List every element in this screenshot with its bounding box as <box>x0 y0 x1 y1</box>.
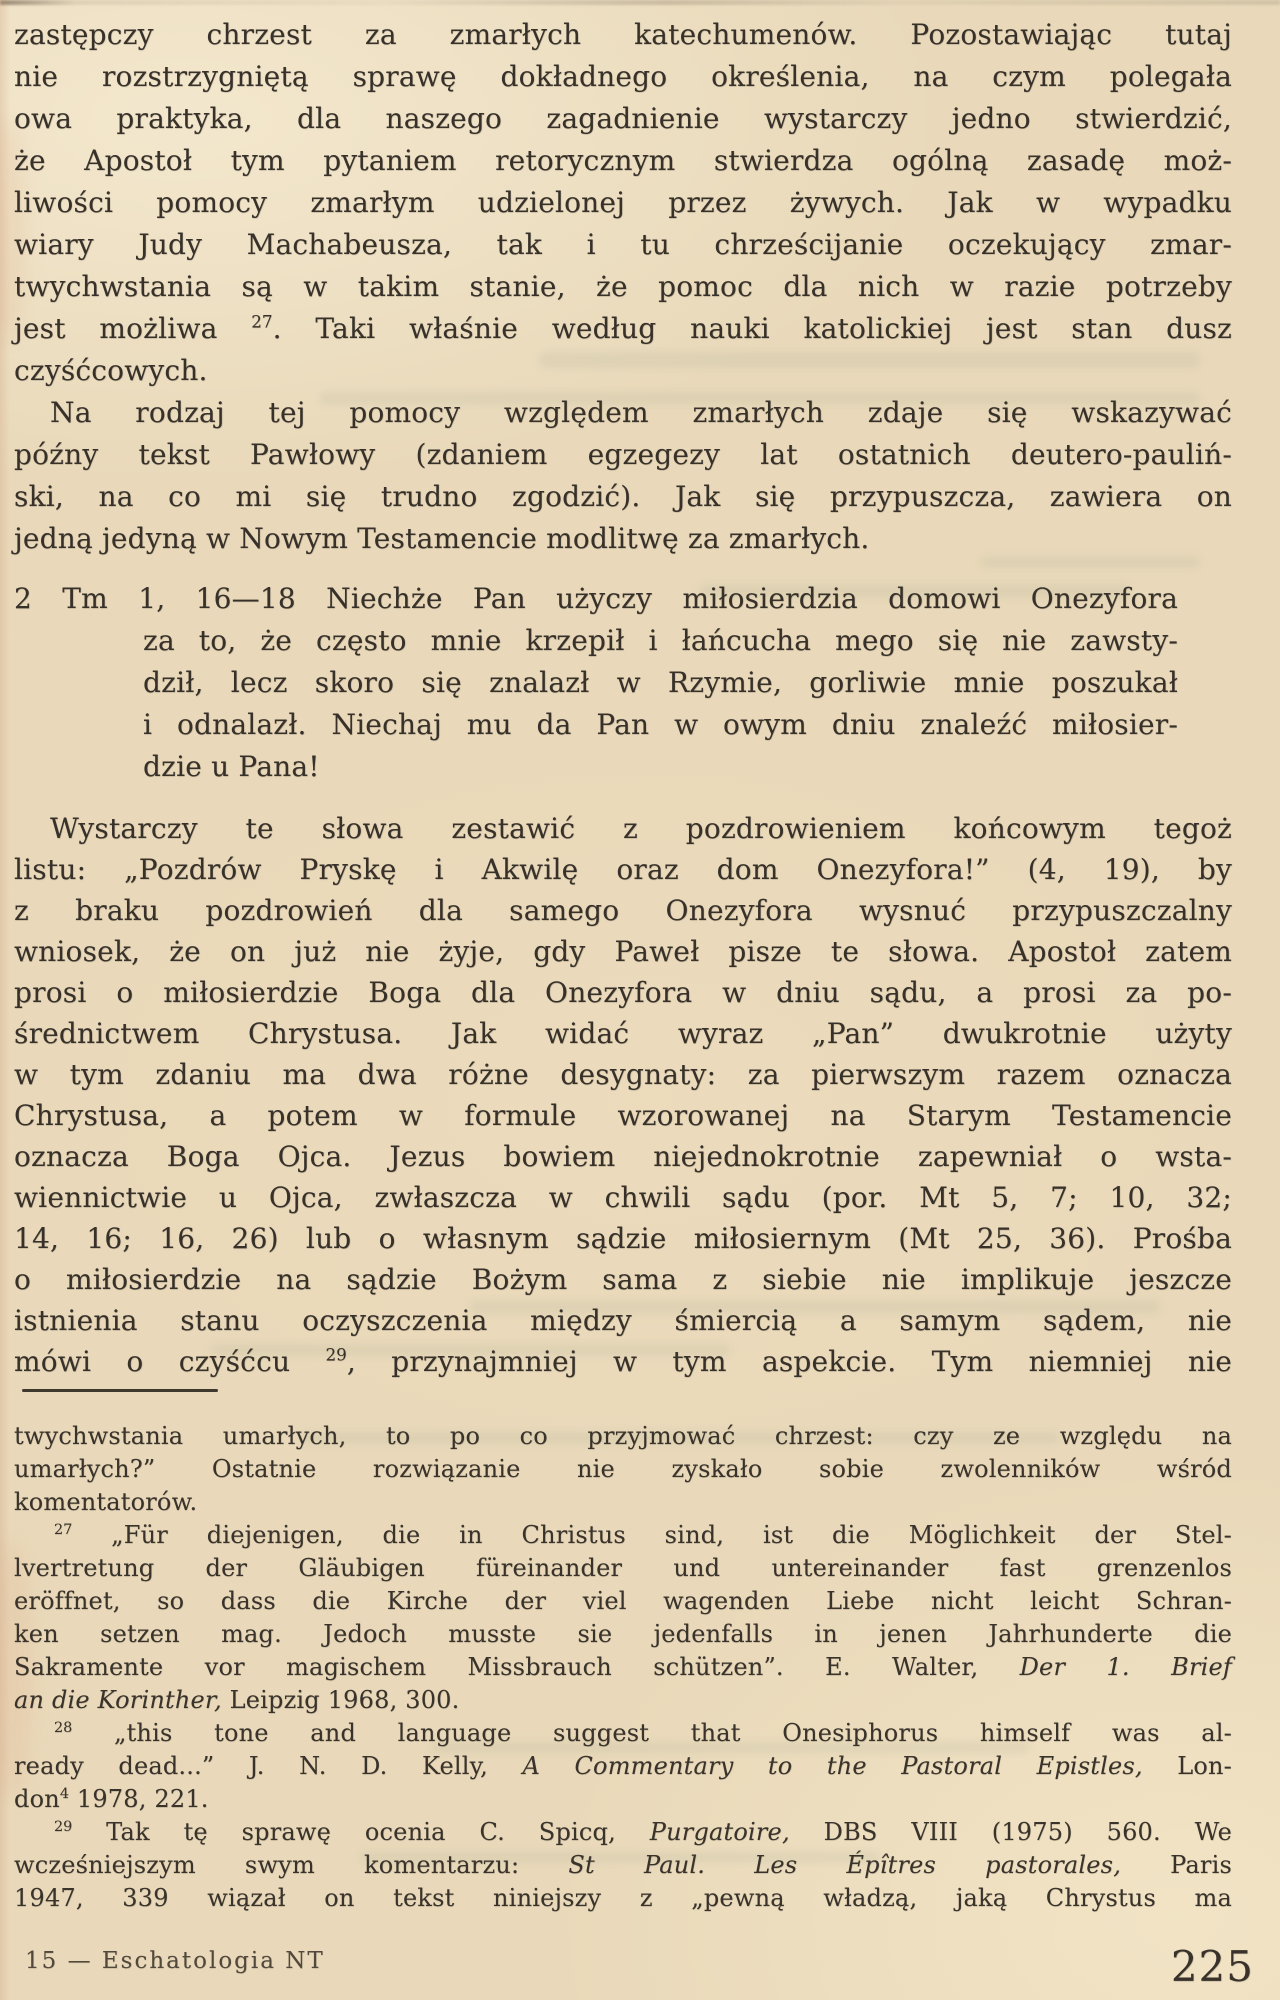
page-number: 225 <box>1170 1942 1254 1991</box>
footnote-ref: 4 <box>59 1786 70 1802</box>
text-line: don$^4$ 1978, 221. <box>14 1785 209 1813</box>
text-line: listu: „Pozdrów Pryskę i Akwilę oraz dom Onezyfora!” (4, 19), by <box>14 853 1232 886</box>
text-line: $^{28}$ „this tone and language suggest that Onesiphorus himself was al- <box>54 1719 1232 1747</box>
text-line: dził, lecz skoro się znalazł w Rzymie, gorliwie mnie poszukał <box>143 666 1178 699</box>
text-line: czyśćcowych. <box>14 354 208 387</box>
text-line: wniosek, że on już nie żyje, gdy Paweł pisze te słowa. Apostoł zatem <box>14 935 1232 968</box>
text-line: że Apostoł tym pytaniem retorycznym stwierdza ogólną zasadę moż- <box>14 144 1232 177</box>
text-line: jedną jedyną w Nowym Testamencie modlitwę za zmarłych. <box>14 522 870 555</box>
text-line: Na rodzaj tej pomocy względem zmarłych zdaje się wskazywać <box>50 396 1232 429</box>
text-line: an die Korinther, Leipzig 1968, 300. <box>14 1686 460 1714</box>
text-line: oznacza Boga Ojca. Jezus bowiem niejednokrotnie zapewniał o wsta- <box>14 1140 1232 1173</box>
paragraph-3 <box>14 808 1232 1382</box>
text-line: owa praktyka, dla naszego zagadnienie wystarczy jedno stwierdzić, <box>14 102 1232 135</box>
text-line: ken setzen mag. Jedoch musste sie jedenfalls in jenen Jahrhunderte die <box>14 1620 1232 1648</box>
text-line: Wystarczy te słowa zestawić z pozdrowieniem końcowym tegoż <box>50 812 1232 845</box>
text-line: w tym zdaniu ma dwa różne desygnaty: za pierwszym razem oznacza <box>14 1058 1232 1091</box>
text-line: komentatorów. <box>14 1488 198 1516</box>
text-line: istnienia stanu oczyszczenia między śmiercią a samym sądem, nie <box>14 1304 1232 1337</box>
text-line: prosi o miłosierdzie Boga dla Onezyfora w dniu sądu, a prosi za po- <box>14 976 1232 1009</box>
text-line: 1947, 339 wiązał on tekst niniejszy z „pewną władzą, jaką Chrystus ma <box>14 1884 1232 1912</box>
text-line: średnictwem Chrystusa. Jak widać wyraz „Pan” dwukrotnie użyty <box>14 1017 1232 1050</box>
main-text <box>14 14 1232 1382</box>
text-line: późny tekst Pawłowy (zdaniem egzegezy lat ostatnich deutero-pauliń- <box>14 438 1232 471</box>
scan-top-edge <box>0 0 1280 5</box>
italic-title: St Paul. Les Épîtres pastorales, <box>568 1851 1122 1879</box>
text-line: twychwstania są w takim stanie, że pomoc dla nich w razie potrzeby <box>14 270 1232 303</box>
text-line: zastępczy chrzest za zmarłych katechumenów. Pozostawiając tutaj <box>14 18 1232 51</box>
text-line: lvertretung der Gläubigen füreinander und untereinander fast grenzenlos <box>14 1554 1232 1582</box>
footnote-27 <box>14 1519 1232 1717</box>
text-line: ready dead...” J. N. D. Kelly, A Commentary to the Pastoral Epistles, Lon- <box>14 1752 1232 1780</box>
text-line: o miłosierdzie na sądzie Bożym sama z siebie nie implikuje jeszcze <box>14 1263 1232 1296</box>
footnote-ref: 29 <box>325 1344 347 1365</box>
text-line: dzie u Pana! <box>143 750 320 783</box>
text-line: wiary Judy Machabeusza, tak i tu chrześcijanie oczekujący zmar- <box>14 228 1232 261</box>
text-line: 2 Tm 1, 16—18 Niechże Pan użyczy miłosierdzia domowi Onezyfora <box>14 582 1178 615</box>
footnote-28 <box>14 1717 1232 1816</box>
text-line: $^{29}$ Tak tę sprawę ocenia C. Spicq, Purgatoire, DBS VIII (1975) 560. We <box>54 1818 1232 1846</box>
text-line: wcześniejszym swym komentarzu: St Paul. Les Épîtres pastorales, Paris <box>14 1851 1232 1879</box>
text-line: ski, na co mi się trudno zgodzić). Jak się przypuszcza, zawiera on <box>14 480 1232 513</box>
footnote-29 <box>14 1816 1232 1915</box>
italic-title: Der 1. Brief <box>1019 1653 1232 1681</box>
text-line: Chrystusa, a potem w formule wzorowanej na Starym Testamencie <box>14 1099 1232 1132</box>
text-line: za to, że często mnie krzepił i łańcucha mego się nie zawsty- <box>143 624 1178 657</box>
text-line: Sakramente vor magischem Missbrauch schützen”. E. Walter, Der 1. Brief <box>14 1653 1232 1681</box>
text-line: z braku pozdrowień dla samego Onezyfora wysnuć przypuszczalny <box>14 894 1232 927</box>
italic-title: A Commentary to the Pastoral Epistles, <box>522 1752 1143 1780</box>
italic-title: an die Korinther, <box>14 1686 222 1714</box>
text-line: wiennictwie u Ojca, zwłaszcza w chwili sądu (por. Mt 5, 7; 10, 32; <box>14 1181 1232 1214</box>
footnote-ref: 27 <box>251 311 273 332</box>
text-line: mówi o czyśćcu $^{29}$, przynajmniej w tym aspekcie. Tym niemniej nie <box>14 1344 1232 1378</box>
text-line: twychwstania umarłych, to po co przyjmować chrzest: czy ze względu na <box>14 1422 1232 1450</box>
footnote-continuation <box>14 1420 1232 1519</box>
text-line: i odnalazł. Niechaj mu da Pan w owym dniu znaleźć miłosier- <box>143 708 1178 741</box>
text-line: umarłych?” Ostatnie rozwiązanie nie zyskało sobie zwolenników wśród <box>14 1455 1232 1483</box>
text-line: jest możliwa $^{27}$. Taki właśnie według nauki katolickiej jest stan dusz <box>14 311 1232 345</box>
text-line: liwości pomocy zmarłym udzielonej przez żywych. Jak w wypadku <box>14 186 1232 219</box>
text-line: $^{27}$ „Für diejenigen, die in Christus sind, ist die Möglichkeit der Stel- <box>54 1521 1232 1549</box>
running-footer-label: 15 — Eschatologia NT <box>25 1948 325 1974</box>
footnote-section <box>14 1420 1232 1915</box>
text-line: nie rozstrzygniętą sprawę dokładnego określenia, na czym polegała <box>14 60 1232 93</box>
footnote-ref: 27 <box>54 1522 73 1538</box>
paragraph-2 <box>14 392 1232 560</box>
italic-title: Purgatoire, <box>649 1818 790 1846</box>
text-line: eröffnet, so dass die Kirche der viel wagenden Liebe nicht leicht Schran- <box>14 1587 1232 1615</box>
footnote-divider <box>22 1389 218 1392</box>
scripture-quote <box>14 578 1178 788</box>
footnote-ref: 28 <box>54 1720 73 1736</box>
paragraph-1 <box>14 14 1232 392</box>
footnote-ref: 29 <box>54 1819 73 1835</box>
text-line: 14, 16; 16, 26) lub o własnym sądzie miłosiernym (Mt 25, 36). Prośba <box>14 1222 1232 1255</box>
